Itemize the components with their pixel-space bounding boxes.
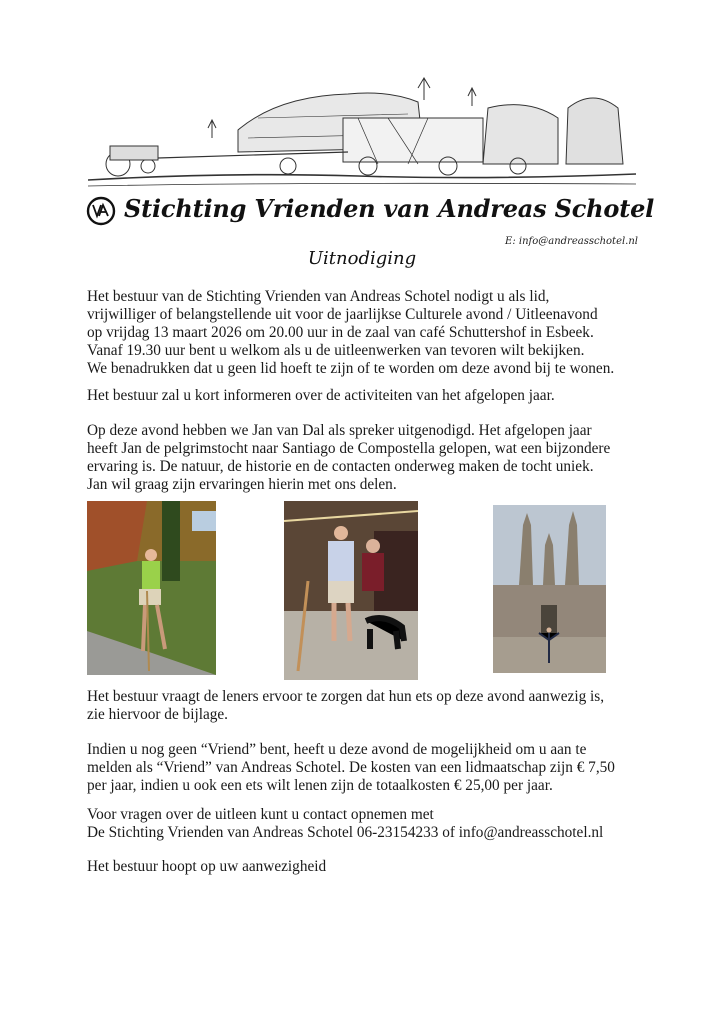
intro-paragraph <box>87 288 647 378</box>
photo-cathedral <box>493 505 606 673</box>
membership-paragraph <box>87 741 647 795</box>
org-title: Stichting Vrienden van Andreas Schotel <box>124 194 655 223</box>
paragraph-text: Indien u nog geen “Vriend” bent, heeft u deze avond de mogelijkheid om u aan te melden als “Vriend” van Andreas Schotel. De kosten van een lidmaatschap zijn € 7,50 per jaar, indien u ook een ets wilt lenen zijn de totaalkosten € 25,00 per jaar. <box>87 741 615 794</box>
paragraph-text: Op deze avond hebben we Jan van Dal als spreker uitgenodigd. Het afgelopen jaar heeft Jan de pelgrimstocht naar Santiago de Compostella gelopen, wat een bijzondere ervaring is. De natuur, de historie en de contacten onderweg maken de tocht uniek. Jan wil graag zijn ervaringen hierin met ons delen. <box>87 422 611 493</box>
info-paragraph <box>87 387 647 405</box>
paragraph-text: Het bestuur van de Stichting Vrienden van Andreas Schotel nodigt u als lid, vrijwilliger of belangstellende uit voor de jaarlijkse Culturele avond / Uitleenavond op vrijdag 13 maart 2026 om 20.00 uur in de zaal van café Schuttershof in Esbeek. Vanaf 19.30 uur bent u welkom als u de uitleenwerken van tevoren wilt bekijken. We benadrukken dat u geen lid hoeft te zijn of te worden om deze avond bij te wonen. <box>87 288 615 377</box>
paragraph-text: Het bestuur hoopt op uw aanwezigheid <box>87 858 327 875</box>
sva-logo <box>86 196 116 226</box>
document-title: Uitnodiging <box>307 248 417 269</box>
paragraph-text: Voor vragen over de uitleen kunt u contact opnemen met De Stichting Vrienden van Andreas Schotel 06-23154233 of info@andreasschotel.nl <box>87 806 604 841</box>
speaker-paragraph <box>87 422 647 494</box>
header-email[interactable]: E: info@andreasschotel.nl <box>505 236 638 247</box>
paragraph-text: Het bestuur zal u kort informeren over de activiteiten van het afgelopen jaar. <box>87 387 555 404</box>
photo-pilgrims-dog <box>284 501 418 680</box>
paragraph-text: Het bestuur vraagt de leners ervoor te zorgen dat hun ets op deze avond aanwezig is, zie hiervoor de bijlage. <box>87 688 605 723</box>
header-illustration <box>88 68 636 192</box>
contact-paragraph <box>87 806 647 842</box>
photo-walker-park <box>87 501 216 675</box>
closing-paragraph <box>87 858 647 876</box>
lenders-paragraph <box>87 688 647 724</box>
